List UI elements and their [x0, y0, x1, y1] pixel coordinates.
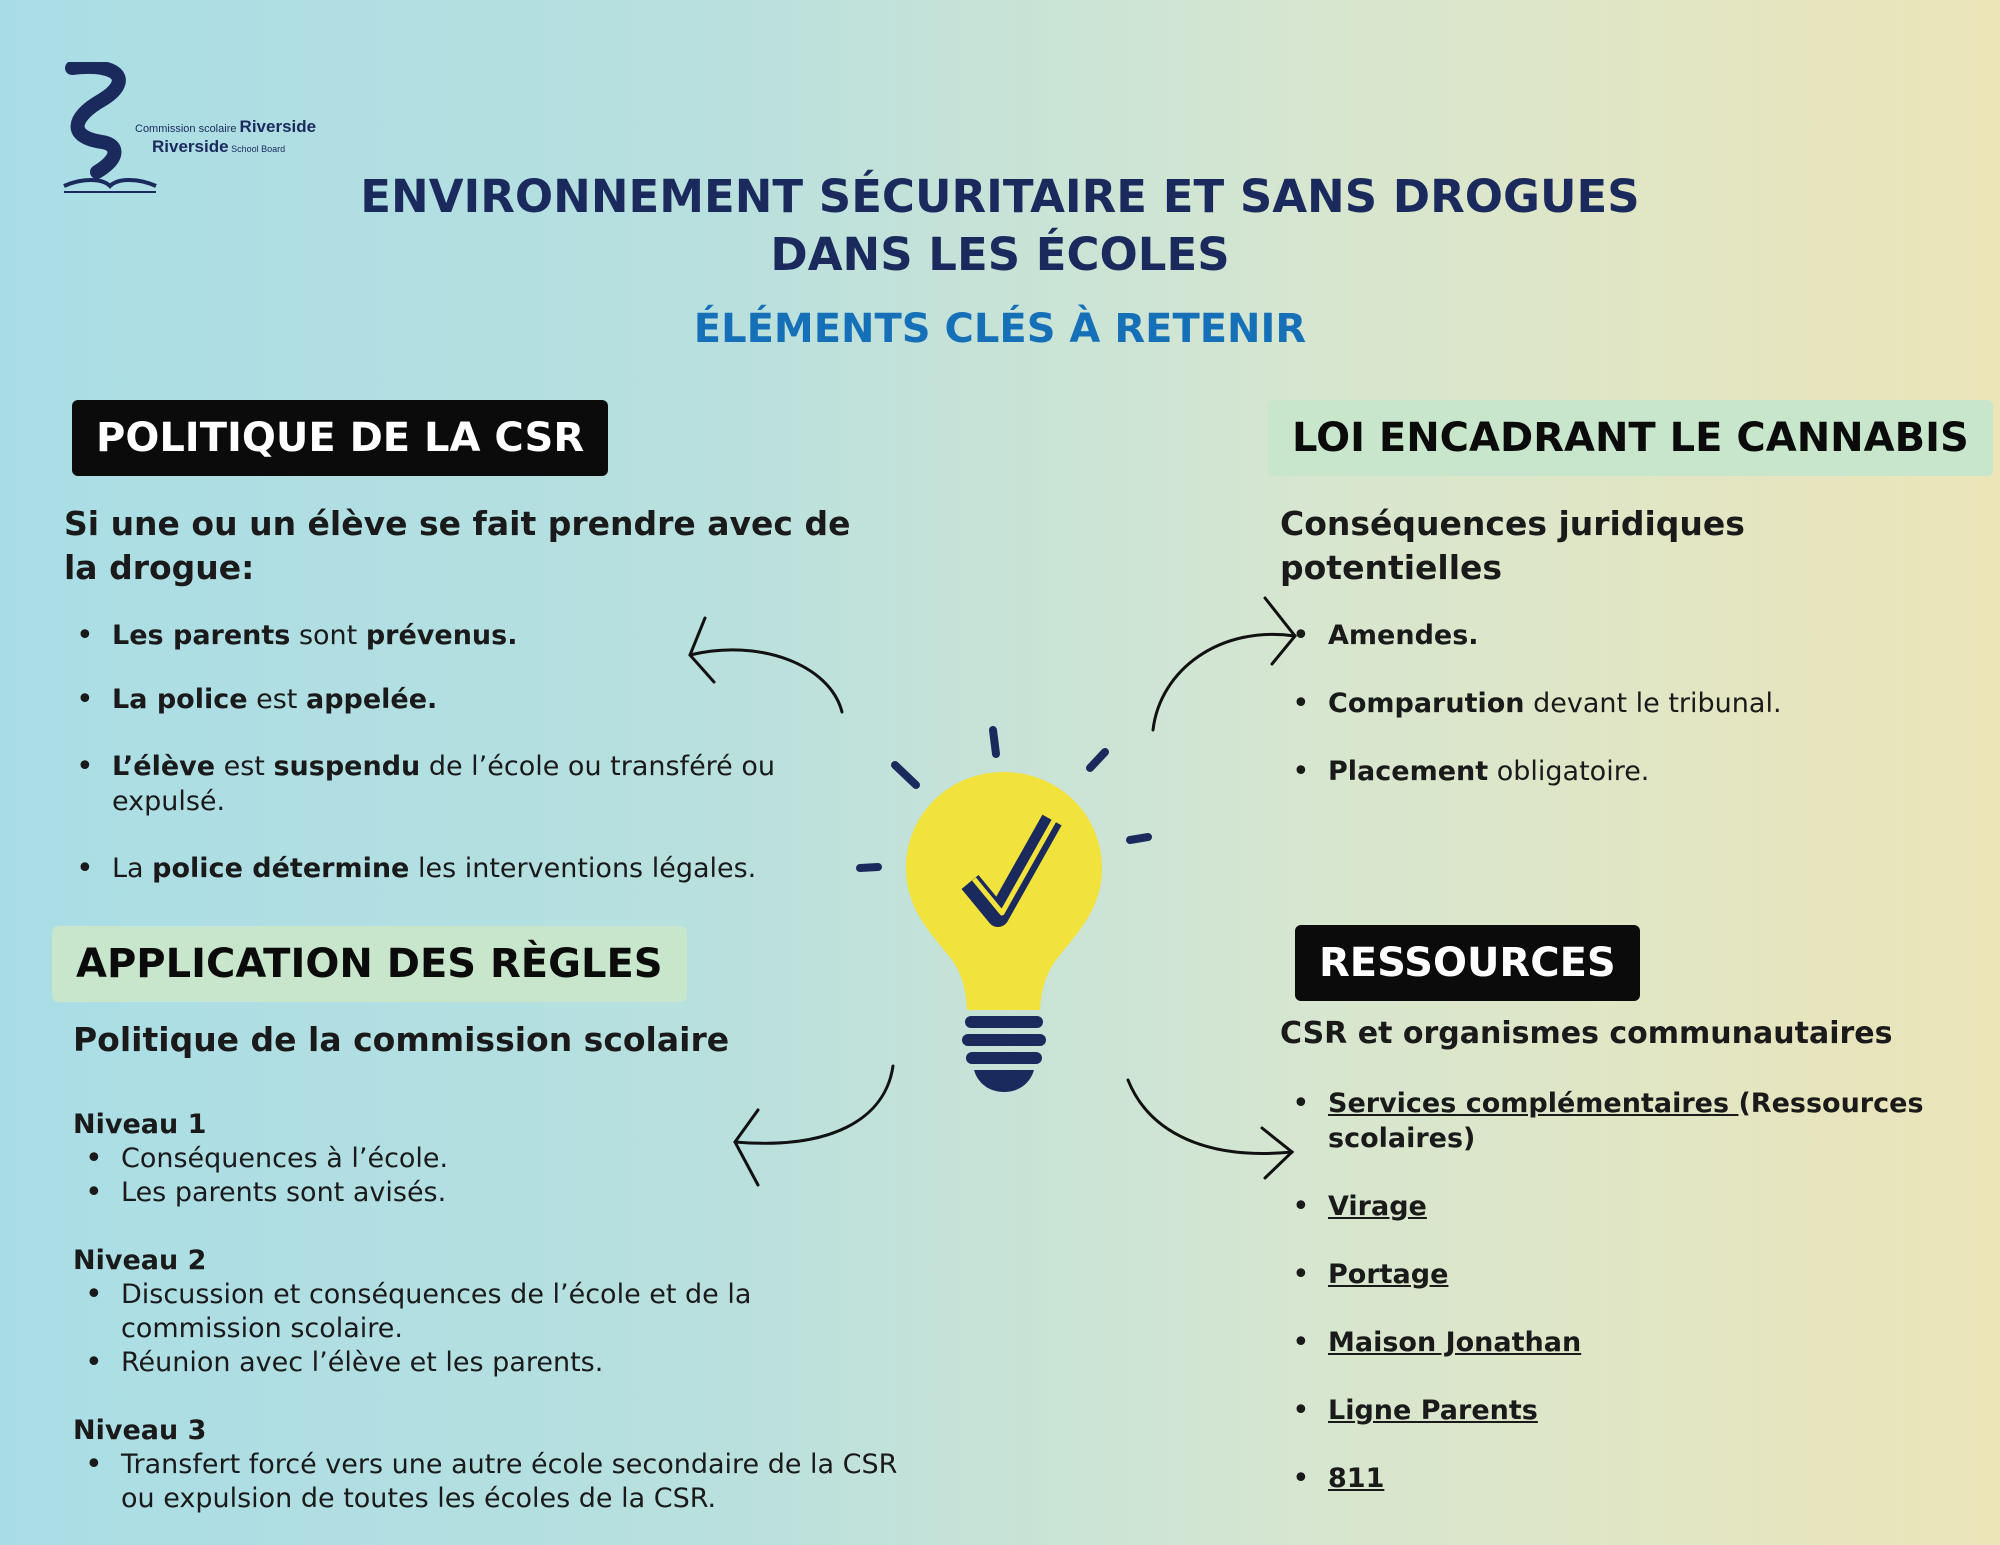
level-item: • Réunion avec l’élève et les parents.	[73, 1346, 913, 1380]
arrow-bottom-right	[1128, 1080, 1292, 1153]
politique-lead-line-2: la drogue:	[64, 548, 255, 587]
title-line-1: ENVIRONNEMENT SÉCURITAIRE ET SANS DROGUES	[360, 170, 1640, 223]
ressource-link[interactable]: Portage	[1328, 1259, 1449, 1290]
loi-item: • Amendes.	[1280, 618, 1960, 653]
level-1-title: Niveau 1	[73, 1109, 207, 1140]
ressource-link[interactable]: Maison Jonathan	[1328, 1327, 1582, 1358]
politique-item: • La police est appelée.	[64, 682, 824, 717]
arrow-top-right	[1153, 634, 1295, 730]
level-item: • Conséquences à l’école.	[73, 1142, 913, 1176]
ressources-header: RESSOURCES	[1295, 925, 1640, 1001]
ressources-lead: CSR et organismes communautaires	[1280, 1016, 1893, 1051]
logo-bold-fr: Riverside	[239, 117, 317, 136]
loi-item: • Placement obligatoire.	[1280, 754, 1960, 789]
arrow-bottom-left	[735, 1066, 893, 1143]
ressource-link[interactable]: Virage	[1328, 1191, 1427, 1222]
politique-item: • L’élève est suspendu de l’école ou transféré ou expulsé.	[64, 749, 824, 819]
logo-bold-en: Riverside	[152, 137, 229, 156]
title-line-2: DANS LES ÉCOLES	[770, 228, 1230, 281]
loi-lead-line-1: Conséquences juridiques	[1280, 504, 1745, 543]
level-2-title: Niveau 2	[73, 1245, 207, 1276]
level-3-title: Niveau 3	[73, 1415, 207, 1446]
loi-lead-line-2: potentielles	[1280, 548, 1503, 587]
politique-header: POLITIQUE DE LA CSR	[72, 400, 608, 476]
level-item: • Discussion et conséquences de l’école et de la commission scolaire.	[73, 1278, 913, 1346]
ressource-item: • Services complémentaires (Ressources scolaires)	[1280, 1086, 1960, 1156]
loi-header: LOI ENCADRANT LE CANNABIS	[1268, 400, 1993, 476]
level-item: • Transfert forcé vers une autre école secondaire de la CSR ou expulsion de toutes les écoles de la CSR.	[73, 1448, 913, 1516]
level-item: • Les parents sont avisés.	[73, 1176, 913, 1210]
page-subtitle: ÉLÉMENTS CLÉS À RETENIR	[693, 306, 1307, 352]
logo-small-fr: Commission scolaire	[135, 123, 237, 135]
ressource-link[interactable]: Ligne Parents	[1328, 1395, 1538, 1426]
ressource-link[interactable]: 811	[1328, 1463, 1385, 1494]
loi-item: • Comparution devant le tribunal.	[1280, 686, 1960, 721]
politique-lead-line-1: Si une ou un élève se fait prendre avec de	[64, 504, 851, 543]
logo-small-en: School Board	[231, 144, 286, 154]
politique-item: • La police détermine les interventions légales.	[64, 851, 824, 886]
ressource-link[interactable]: Services complémentaires	[1328, 1088, 1739, 1119]
application-header: APPLICATION DES RÈGLES	[52, 926, 687, 1002]
politique-item: • Les parents sont prévenus.	[64, 618, 824, 653]
application-lead: Politique de la commission scolaire	[73, 1020, 730, 1059]
